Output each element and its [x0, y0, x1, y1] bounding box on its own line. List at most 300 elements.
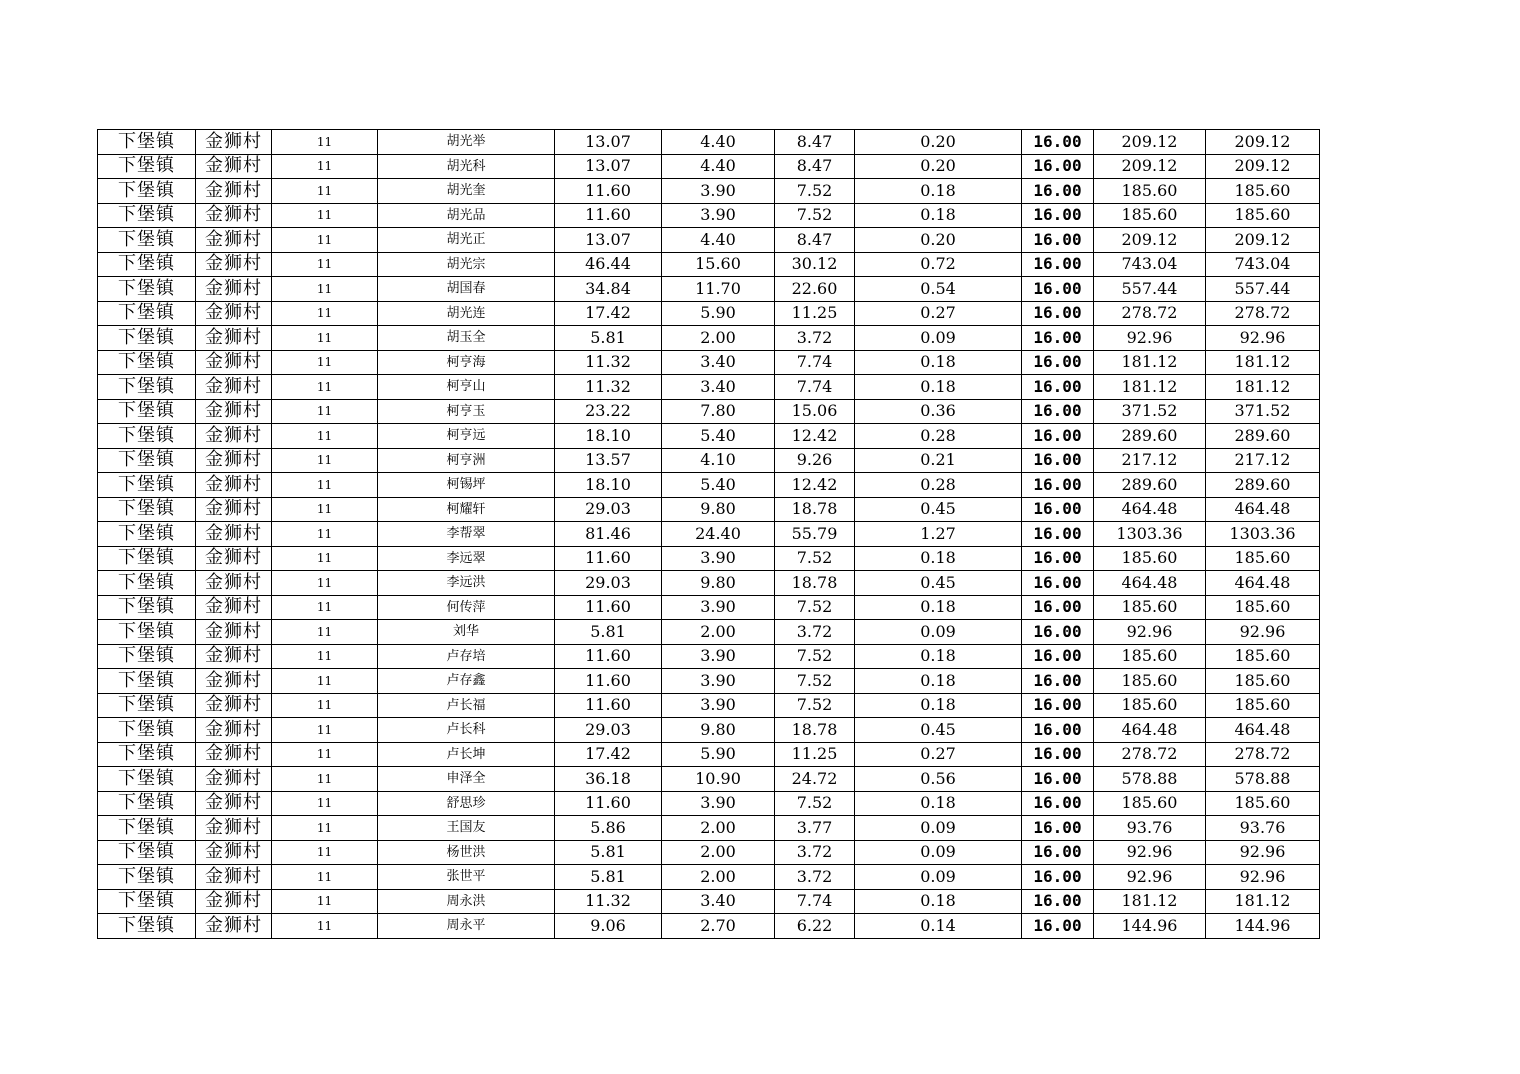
cell-group: 11: [272, 522, 378, 547]
cell-value-1: 29.03: [555, 497, 662, 522]
cell-amount-1: 185.60: [1094, 203, 1206, 228]
cell-value-4: 1.27: [855, 522, 1022, 547]
cell-value-4: 0.20: [855, 130, 1022, 155]
cell-value-2: 5.90: [662, 301, 775, 326]
cell-value-2: 2.00: [662, 326, 775, 351]
cell-value-4: 0.18: [855, 889, 1022, 914]
cell-village: 金狮村: [196, 669, 272, 694]
cell-value-1: 13.07: [555, 154, 662, 179]
cell-name: 李远翠: [378, 546, 555, 571]
table-row: [98, 669, 1320, 694]
cell-town: 下堡镇: [98, 669, 196, 694]
cell-town: 下堡镇: [98, 546, 196, 571]
cell-value-3: 8.47: [775, 228, 855, 253]
cell-value-3: 7.74: [775, 350, 855, 375]
cell-amount-2: 93.76: [1206, 816, 1320, 841]
cell-amount-2: 1303.36: [1206, 522, 1320, 547]
cell-rate: 16.00: [1022, 326, 1094, 351]
cell-value-4: 0.09: [855, 620, 1022, 645]
cell-group: 11: [272, 742, 378, 767]
cell-value-3: 3.72: [775, 865, 855, 890]
table-row: [98, 228, 1320, 253]
cell-value-3: 7.52: [775, 669, 855, 694]
cell-group: 11: [272, 473, 378, 498]
cell-amount-1: 185.60: [1094, 791, 1206, 816]
cell-value-1: 5.86: [555, 816, 662, 841]
cell-name: 周永洪: [378, 889, 555, 914]
cell-town: 下堡镇: [98, 154, 196, 179]
cell-name: 王国友: [378, 816, 555, 841]
cell-rate: 16.00: [1022, 718, 1094, 743]
cell-value-1: 13.07: [555, 228, 662, 253]
subsidy-table: [97, 129, 1320, 939]
cell-amount-1: 464.48: [1094, 497, 1206, 522]
cell-village: 金狮村: [196, 301, 272, 326]
cell-name: 胡光宗: [378, 252, 555, 277]
cell-name: 胡光科: [378, 154, 555, 179]
cell-town: 下堡镇: [98, 375, 196, 400]
cell-amount-2: 557.44: [1206, 277, 1320, 302]
cell-rate: 16.00: [1022, 595, 1094, 620]
cell-amount-2: 92.96: [1206, 865, 1320, 890]
cell-amount-2: 578.88: [1206, 767, 1320, 792]
cell-amount-2: 209.12: [1206, 130, 1320, 155]
cell-rate: 16.00: [1022, 375, 1094, 400]
cell-value-1: 11.60: [555, 791, 662, 816]
cell-value-3: 7.52: [775, 644, 855, 669]
cell-value-1: 11.60: [555, 546, 662, 571]
cell-value-4: 0.28: [855, 424, 1022, 449]
cell-group: 11: [272, 326, 378, 351]
cell-town: 下堡镇: [98, 326, 196, 351]
cell-value-2: 3.40: [662, 350, 775, 375]
cell-rate: 16.00: [1022, 693, 1094, 718]
cell-value-3: 15.06: [775, 399, 855, 424]
cell-value-4: 0.27: [855, 742, 1022, 767]
cell-name: 卢长坤: [378, 742, 555, 767]
cell-village: 金狮村: [196, 742, 272, 767]
cell-value-2: 3.90: [662, 693, 775, 718]
cell-value-1: 18.10: [555, 424, 662, 449]
cell-value-4: 0.20: [855, 154, 1022, 179]
cell-value-1: 5.81: [555, 840, 662, 865]
cell-value-4: 0.18: [855, 644, 1022, 669]
cell-amount-2: 185.60: [1206, 179, 1320, 204]
cell-value-3: 11.25: [775, 301, 855, 326]
cell-town: 下堡镇: [98, 914, 196, 939]
cell-value-2: 2.00: [662, 865, 775, 890]
cell-value-1: 11.60: [555, 595, 662, 620]
table-row: [98, 816, 1320, 841]
cell-town: 下堡镇: [98, 350, 196, 375]
cell-group: 11: [272, 375, 378, 400]
cell-amount-1: 289.60: [1094, 424, 1206, 449]
cell-name: 卢存培: [378, 644, 555, 669]
table-row: [98, 350, 1320, 375]
cell-value-1: 5.81: [555, 326, 662, 351]
cell-name: 胡玉全: [378, 326, 555, 351]
cell-value-4: 0.54: [855, 277, 1022, 302]
cell-village: 金狮村: [196, 595, 272, 620]
cell-village: 金狮村: [196, 473, 272, 498]
cell-amount-2: 209.12: [1206, 154, 1320, 179]
cell-village: 金狮村: [196, 522, 272, 547]
cell-value-1: 11.60: [555, 203, 662, 228]
cell-town: 下堡镇: [98, 424, 196, 449]
cell-value-3: 18.78: [775, 718, 855, 743]
cell-amount-1: 93.76: [1094, 816, 1206, 841]
cell-rate: 16.00: [1022, 473, 1094, 498]
cell-village: 金狮村: [196, 546, 272, 571]
cell-name: 申泽全: [378, 767, 555, 792]
cell-town: 下堡镇: [98, 301, 196, 326]
cell-value-2: 4.40: [662, 130, 775, 155]
cell-name: 胡光品: [378, 203, 555, 228]
cell-value-2: 10.90: [662, 767, 775, 792]
cell-value-1: 36.18: [555, 767, 662, 792]
cell-name: 胡光正: [378, 228, 555, 253]
cell-amount-1: 181.12: [1094, 350, 1206, 375]
table-row: [98, 399, 1320, 424]
cell-village: 金狮村: [196, 228, 272, 253]
cell-amount-1: 209.12: [1094, 130, 1206, 155]
cell-value-1: 9.06: [555, 914, 662, 939]
cell-value-3: 8.47: [775, 130, 855, 155]
cell-village: 金狮村: [196, 693, 272, 718]
cell-value-3: 7.52: [775, 546, 855, 571]
cell-group: 11: [272, 497, 378, 522]
table-row: [98, 326, 1320, 351]
cell-value-1: 29.03: [555, 718, 662, 743]
cell-value-4: 0.18: [855, 546, 1022, 571]
cell-town: 下堡镇: [98, 522, 196, 547]
cell-value-2: 4.40: [662, 154, 775, 179]
cell-name: 胡光举: [378, 130, 555, 155]
cell-amount-2: 144.96: [1206, 914, 1320, 939]
cell-village: 金狮村: [196, 767, 272, 792]
cell-village: 金狮村: [196, 497, 272, 522]
cell-name: 卢长福: [378, 693, 555, 718]
cell-village: 金狮村: [196, 791, 272, 816]
cell-town: 下堡镇: [98, 595, 196, 620]
cell-name: 柯亨洲: [378, 448, 555, 473]
cell-amount-1: 185.60: [1094, 644, 1206, 669]
cell-rate: 16.00: [1022, 644, 1094, 669]
cell-name: 柯亨山: [378, 375, 555, 400]
cell-village: 金狮村: [196, 644, 272, 669]
cell-value-3: 7.52: [775, 203, 855, 228]
cell-amount-2: 185.60: [1206, 693, 1320, 718]
cell-rate: 16.00: [1022, 914, 1094, 939]
table-row: [98, 252, 1320, 277]
cell-value-1: 18.10: [555, 473, 662, 498]
cell-amount-1: 464.48: [1094, 718, 1206, 743]
cell-amount-1: 464.48: [1094, 571, 1206, 596]
cell-amount-2: 278.72: [1206, 742, 1320, 767]
cell-amount-1: 278.72: [1094, 742, 1206, 767]
cell-value-2: 3.90: [662, 791, 775, 816]
cell-rate: 16.00: [1022, 791, 1094, 816]
cell-town: 下堡镇: [98, 277, 196, 302]
cell-value-4: 0.45: [855, 571, 1022, 596]
cell-group: 11: [272, 154, 378, 179]
cell-rate: 16.00: [1022, 252, 1094, 277]
cell-name: 李远洪: [378, 571, 555, 596]
cell-rate: 16.00: [1022, 620, 1094, 645]
cell-value-4: 0.09: [855, 865, 1022, 890]
cell-name: 卢长科: [378, 718, 555, 743]
cell-village: 金狮村: [196, 424, 272, 449]
cell-rate: 16.00: [1022, 154, 1094, 179]
cell-value-3: 3.72: [775, 326, 855, 351]
cell-value-3: 6.22: [775, 914, 855, 939]
cell-group: 11: [272, 791, 378, 816]
cell-value-1: 34.84: [555, 277, 662, 302]
cell-value-4: 0.20: [855, 228, 1022, 253]
cell-amount-2: 181.12: [1206, 350, 1320, 375]
cell-amount-2: 181.12: [1206, 889, 1320, 914]
table-row: [98, 718, 1320, 743]
cell-name: 胡光连: [378, 301, 555, 326]
cell-name: 周永平: [378, 914, 555, 939]
cell-amount-2: 185.60: [1206, 595, 1320, 620]
cell-village: 金狮村: [196, 350, 272, 375]
cell-value-3: 7.52: [775, 595, 855, 620]
cell-value-3: 3.77: [775, 816, 855, 841]
cell-village: 金狮村: [196, 889, 272, 914]
cell-name: 张世平: [378, 865, 555, 890]
cell-value-2: 3.40: [662, 375, 775, 400]
cell-group: 11: [272, 644, 378, 669]
table-row: [98, 203, 1320, 228]
cell-amount-2: 185.60: [1206, 546, 1320, 571]
cell-amount-1: 181.12: [1094, 375, 1206, 400]
cell-value-1: 23.22: [555, 399, 662, 424]
cell-value-3: 24.72: [775, 767, 855, 792]
cell-town: 下堡镇: [98, 473, 196, 498]
cell-village: 金狮村: [196, 865, 272, 890]
cell-amount-2: 464.48: [1206, 497, 1320, 522]
cell-value-1: 11.32: [555, 350, 662, 375]
table-row: [98, 375, 1320, 400]
cell-value-1: 11.60: [555, 179, 662, 204]
cell-value-4: 0.18: [855, 375, 1022, 400]
cell-value-1: 5.81: [555, 865, 662, 890]
table-body: [98, 130, 1320, 939]
cell-name: 卢存鑫: [378, 669, 555, 694]
cell-rate: 16.00: [1022, 448, 1094, 473]
cell-value-2: 2.70: [662, 914, 775, 939]
cell-rate: 16.00: [1022, 522, 1094, 547]
cell-rate: 16.00: [1022, 816, 1094, 841]
cell-village: 金狮村: [196, 203, 272, 228]
cell-town: 下堡镇: [98, 203, 196, 228]
cell-town: 下堡镇: [98, 252, 196, 277]
cell-village: 金狮村: [196, 816, 272, 841]
cell-town: 下堡镇: [98, 448, 196, 473]
cell-town: 下堡镇: [98, 693, 196, 718]
cell-rate: 16.00: [1022, 669, 1094, 694]
cell-amount-2: 289.60: [1206, 424, 1320, 449]
cell-value-4: 0.45: [855, 497, 1022, 522]
cell-town: 下堡镇: [98, 767, 196, 792]
cell-town: 下堡镇: [98, 228, 196, 253]
cell-group: 11: [272, 669, 378, 694]
cell-value-3: 7.74: [775, 889, 855, 914]
cell-value-1: 11.60: [555, 644, 662, 669]
cell-value-2: 9.80: [662, 497, 775, 522]
cell-town: 下堡镇: [98, 840, 196, 865]
cell-value-3: 9.26: [775, 448, 855, 473]
cell-amount-1: 185.60: [1094, 546, 1206, 571]
cell-group: 11: [272, 693, 378, 718]
cell-value-1: 13.57: [555, 448, 662, 473]
table-row: [98, 473, 1320, 498]
cell-value-2: 2.00: [662, 840, 775, 865]
cell-value-4: 0.18: [855, 203, 1022, 228]
cell-amount-1: 743.04: [1094, 252, 1206, 277]
table-row: [98, 742, 1320, 767]
cell-rate: 16.00: [1022, 546, 1094, 571]
cell-rate: 16.00: [1022, 228, 1094, 253]
cell-amount-1: 185.60: [1094, 179, 1206, 204]
cell-group: 11: [272, 301, 378, 326]
cell-amount-2: 464.48: [1206, 718, 1320, 743]
cell-name: 胡国春: [378, 277, 555, 302]
cell-rate: 16.00: [1022, 350, 1094, 375]
cell-value-4: 0.28: [855, 473, 1022, 498]
cell-amount-1: 289.60: [1094, 473, 1206, 498]
cell-value-2: 9.80: [662, 571, 775, 596]
cell-group: 11: [272, 203, 378, 228]
cell-amount-1: 92.96: [1094, 326, 1206, 351]
cell-village: 金狮村: [196, 375, 272, 400]
table-row: [98, 644, 1320, 669]
cell-town: 下堡镇: [98, 889, 196, 914]
cell-group: 11: [272, 767, 378, 792]
cell-group: 11: [272, 620, 378, 645]
cell-amount-2: 185.60: [1206, 791, 1320, 816]
cell-amount-2: 92.96: [1206, 840, 1320, 865]
cell-group: 11: [272, 718, 378, 743]
table-row: [98, 448, 1320, 473]
cell-town: 下堡镇: [98, 399, 196, 424]
cell-value-2: 5.40: [662, 424, 775, 449]
cell-value-1: 11.32: [555, 375, 662, 400]
cell-group: 11: [272, 595, 378, 620]
cell-amount-2: 371.52: [1206, 399, 1320, 424]
cell-value-3: 11.25: [775, 742, 855, 767]
cell-village: 金狮村: [196, 399, 272, 424]
cell-group: 11: [272, 252, 378, 277]
cell-value-4: 0.14: [855, 914, 1022, 939]
table-row: [98, 595, 1320, 620]
cell-value-2: 5.40: [662, 473, 775, 498]
cell-value-2: 3.90: [662, 179, 775, 204]
cell-town: 下堡镇: [98, 644, 196, 669]
cell-value-4: 0.56: [855, 767, 1022, 792]
cell-name: 柯亨远: [378, 424, 555, 449]
cell-rate: 16.00: [1022, 301, 1094, 326]
cell-value-4: 0.27: [855, 301, 1022, 326]
cell-amount-2: 185.60: [1206, 203, 1320, 228]
cell-village: 金狮村: [196, 914, 272, 939]
cell-name: 李帮翠: [378, 522, 555, 547]
cell-village: 金狮村: [196, 277, 272, 302]
table-row: [98, 791, 1320, 816]
cell-village: 金狮村: [196, 130, 272, 155]
cell-amount-1: 185.60: [1094, 693, 1206, 718]
table-row: [98, 424, 1320, 449]
cell-rate: 16.00: [1022, 424, 1094, 449]
cell-amount-1: 209.12: [1094, 154, 1206, 179]
cell-value-2: 24.40: [662, 522, 775, 547]
cell-rate: 16.00: [1022, 497, 1094, 522]
cell-amount-2: 278.72: [1206, 301, 1320, 326]
cell-value-2: 4.40: [662, 228, 775, 253]
cell-group: 11: [272, 889, 378, 914]
cell-value-2: 15.60: [662, 252, 775, 277]
cell-amount-1: 181.12: [1094, 889, 1206, 914]
table-row: [98, 767, 1320, 792]
cell-village: 金狮村: [196, 840, 272, 865]
cell-group: 11: [272, 840, 378, 865]
cell-rate: 16.00: [1022, 840, 1094, 865]
cell-amount-2: 209.12: [1206, 228, 1320, 253]
cell-town: 下堡镇: [98, 718, 196, 743]
cell-town: 下堡镇: [98, 497, 196, 522]
cell-value-4: 0.09: [855, 840, 1022, 865]
cell-value-1: 13.07: [555, 130, 662, 155]
cell-value-1: 11.60: [555, 669, 662, 694]
cell-rate: 16.00: [1022, 130, 1094, 155]
table-row: [98, 130, 1320, 155]
cell-value-3: 8.47: [775, 154, 855, 179]
cell-group: 11: [272, 914, 378, 939]
cell-amount-1: 371.52: [1094, 399, 1206, 424]
cell-value-4: 0.45: [855, 718, 1022, 743]
cell-village: 金狮村: [196, 154, 272, 179]
cell-amount-1: 144.96: [1094, 914, 1206, 939]
cell-value-2: 2.00: [662, 620, 775, 645]
cell-amount-1: 557.44: [1094, 277, 1206, 302]
cell-town: 下堡镇: [98, 865, 196, 890]
cell-rate: 16.00: [1022, 767, 1094, 792]
cell-value-2: 3.90: [662, 595, 775, 620]
cell-value-2: 5.90: [662, 742, 775, 767]
table-row: [98, 571, 1320, 596]
cell-value-3: 18.78: [775, 497, 855, 522]
cell-name: 柯锡坪: [378, 473, 555, 498]
cell-amount-1: 217.12: [1094, 448, 1206, 473]
cell-amount-1: 92.96: [1094, 620, 1206, 645]
table-row: [98, 620, 1320, 645]
cell-name: 杨世洪: [378, 840, 555, 865]
cell-group: 11: [272, 179, 378, 204]
cell-town: 下堡镇: [98, 742, 196, 767]
cell-value-1: 5.81: [555, 620, 662, 645]
cell-group: 11: [272, 350, 378, 375]
cell-value-2: 2.00: [662, 816, 775, 841]
cell-amount-1: 92.96: [1094, 840, 1206, 865]
cell-amount-1: 278.72: [1094, 301, 1206, 326]
table-row: [98, 301, 1320, 326]
cell-rate: 16.00: [1022, 399, 1094, 424]
cell-group: 11: [272, 448, 378, 473]
cell-value-3: 55.79: [775, 522, 855, 547]
cell-rate: 16.00: [1022, 865, 1094, 890]
cell-value-3: 7.52: [775, 791, 855, 816]
